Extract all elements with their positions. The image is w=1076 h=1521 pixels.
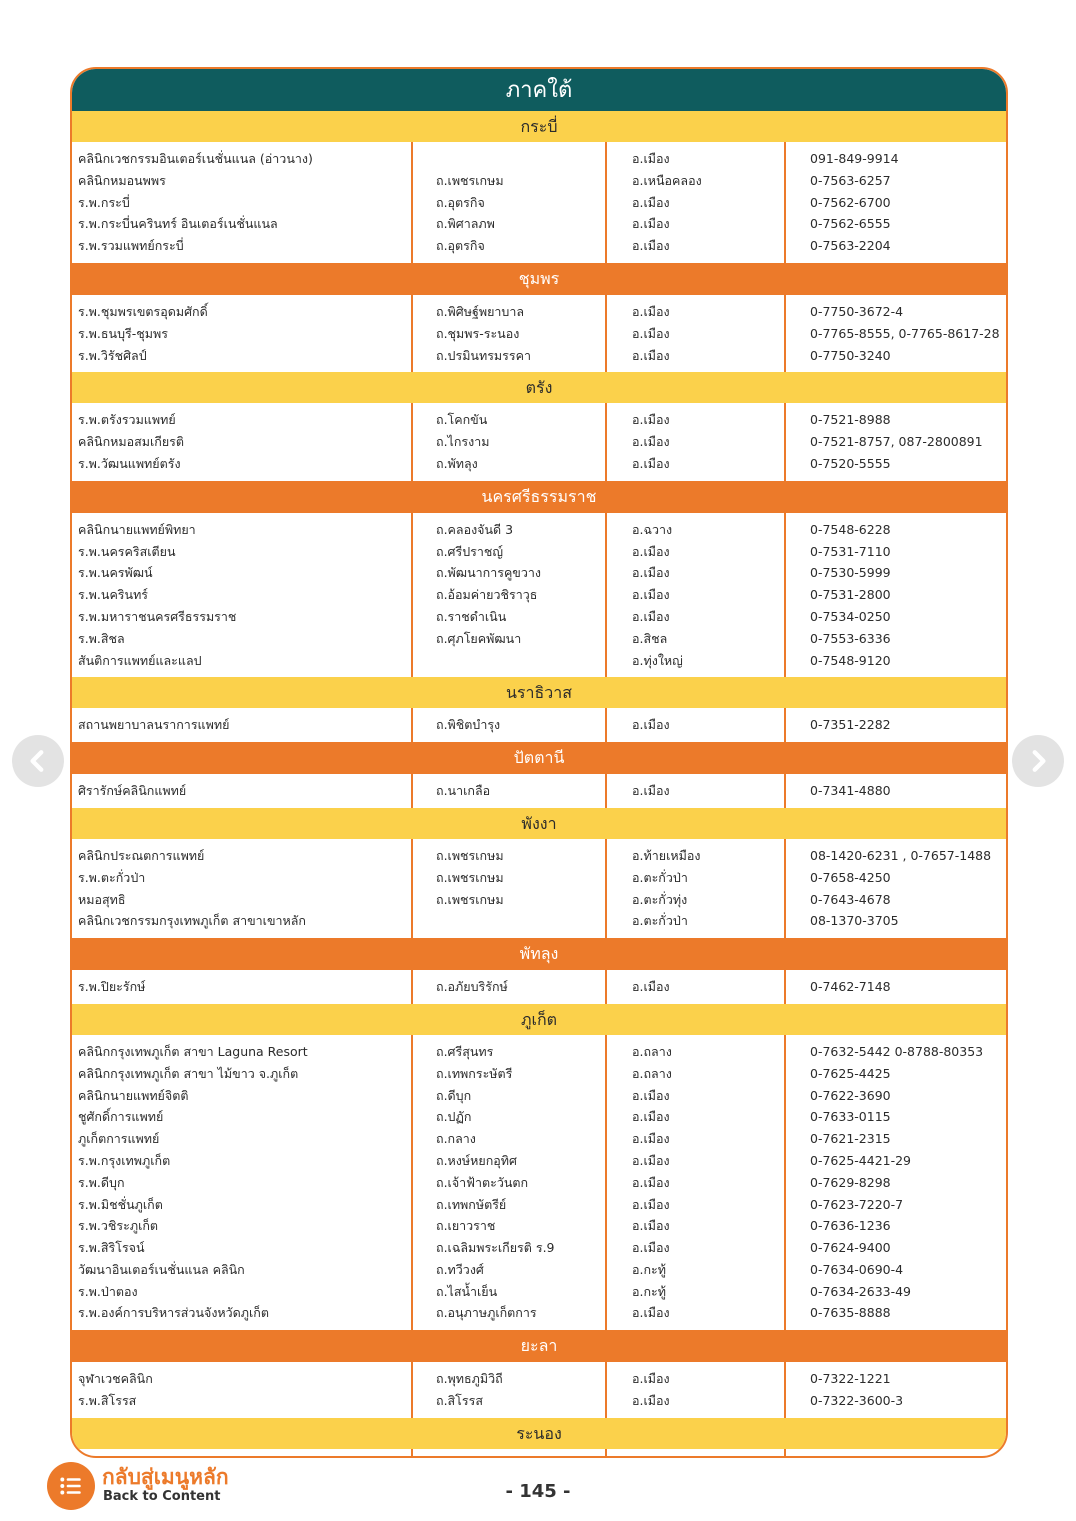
facility-name: ร.พ.กระบี่นครินทร์ อินเตอร์เนชั่นแนล	[78, 216, 278, 232]
facility-name: ภูเก็ตการแพทย์	[78, 1131, 160, 1147]
phone: 0-7531-2800	[810, 587, 891, 603]
table-row	[72, 1259, 1006, 1281]
table-row	[72, 562, 1006, 584]
district: อ.เหนือคลอง	[632, 172, 702, 188]
table-row	[72, 1150, 1006, 1172]
district: อ.เมือง	[632, 1218, 670, 1234]
table-row	[72, 1215, 1006, 1237]
district: อ.เมือง	[632, 1393, 670, 1409]
province-block	[72, 970, 1006, 1004]
chevron-left-icon	[25, 748, 51, 774]
table-row	[72, 606, 1006, 628]
facility-name: ชูศักดิ์การแพทย์	[78, 1109, 164, 1125]
table-row	[72, 213, 1006, 235]
facility-name: ร.พ.นครินทร์	[78, 587, 149, 603]
province-header: พัทลุง	[72, 938, 1006, 970]
district: อ.ตะกั่วป่า	[632, 869, 688, 885]
facility-name: ร.พ.ธนบุรี-ชุมพร	[78, 325, 168, 341]
facility-name	[78, 1455, 168, 1458]
province-block	[72, 839, 1006, 938]
phone: 0-7622-3690	[810, 1087, 891, 1103]
street: ถ.ไสน้ำเย็น	[436, 1283, 498, 1299]
district: อ.เมือง	[632, 151, 670, 166]
table-row	[72, 1194, 1006, 1216]
phone: 0-7562-6555	[810, 216, 891, 232]
district: อ.เมือง	[632, 216, 670, 232]
province-header: ชุมพร	[72, 263, 1006, 295]
table-row	[72, 431, 1006, 453]
district: อ.เมือง	[632, 1087, 670, 1103]
table-row	[72, 519, 1006, 541]
directory-frame	[70, 67, 1008, 1458]
district: อ.เมือง	[632, 194, 670, 210]
table-row	[72, 1172, 1006, 1194]
table-row	[72, 1302, 1006, 1324]
table-row	[72, 409, 1006, 431]
column-divider	[411, 1449, 413, 1458]
facility-name: ร.พ.สิริโรจน์	[78, 1240, 145, 1256]
table-row	[72, 889, 1006, 911]
facility-name: ร.พ.รวมแพทย์กระบี่	[78, 238, 184, 254]
facility-name: หมอสุทธิ	[78, 891, 126, 907]
district: อ.เมือง	[632, 1152, 670, 1168]
street: ถ.ศรีปราชญ์	[436, 543, 503, 559]
province-header: กระบี่	[72, 111, 1006, 142]
table-row	[72, 1106, 1006, 1128]
phone: 0-7548-9120	[810, 652, 891, 668]
facility-name: ร.พ.สิโรรส	[78, 1393, 137, 1409]
district: อ.เมือง	[632, 608, 670, 624]
facility-name: ร.พ.องค์การบริหารส่วนจังหวัดภูเก็ต	[78, 1305, 269, 1321]
back-to-menu-label[interactable]: กลับสู่เมนูหลัก	[102, 1465, 229, 1489]
facility-name: คลินิกประณตการแพทย์	[78, 847, 205, 863]
phone: 0-7625-4421-29	[810, 1152, 912, 1168]
phone: 0-7530-5999	[810, 565, 891, 581]
facility-name: ร.พ.วิรัชศิลป์	[78, 347, 147, 363]
street: ถ.อุตรกิจ	[436, 238, 485, 254]
table-row	[72, 1085, 1006, 1107]
facility-name: ร.พ.นครคริสเตียน	[78, 543, 176, 559]
district: อ.เมือง	[632, 783, 670, 799]
street: ถ.พิศิษฐ์พยาบาล	[436, 303, 525, 319]
table-row	[72, 867, 1006, 889]
district: อ.ตะกั่วป่า	[632, 913, 688, 929]
province-header: ยะลา	[72, 1330, 1006, 1362]
district: อ.ถลาง	[632, 1065, 672, 1081]
phone: 08-1370-3705	[810, 913, 899, 929]
province-block	[72, 142, 1006, 263]
street: ถ.ชุมพร-ระนอง	[436, 325, 520, 341]
street: ถ.พิศาลภพ	[436, 216, 495, 232]
province-block	[72, 1449, 1006, 1458]
table-row	[72, 1063, 1006, 1085]
facility-name: ร.พ.นครพัฒน์	[78, 565, 153, 581]
street: ถ.หงษ์หยกอุทิศ	[436, 1152, 517, 1168]
facility-name: ร.พ.วชิระภูเก็ต	[78, 1218, 159, 1234]
district: อ.เมือง	[632, 1371, 670, 1387]
facility-name: คลินิกกรุงเทพภูเก็ต สาขา Laguna Resort	[78, 1043, 308, 1059]
next-page-button[interactable]	[1012, 735, 1064, 787]
phone: 0-7521-8988	[810, 412, 891, 428]
facility-name: ร.พ.มิชชั่นภูเก็ต	[78, 1196, 163, 1212]
street: ถ.ไกรงาม	[436, 434, 490, 450]
district: อ.กะทู้	[632, 1283, 667, 1299]
table-row	[72, 1390, 1006, 1412]
facility-name: ร.พ.ตะกั่วป่า	[78, 869, 146, 885]
facility-name: ศิรารักษ์คลินิกแพทย์	[78, 783, 187, 799]
phone: 0-7633-0115	[810, 1109, 891, 1125]
phone: 0-7765-8555, 0-7765-8617-28	[810, 325, 1000, 341]
phone: 0-7534-0250	[810, 608, 891, 624]
table-row	[72, 650, 1006, 672]
facility-name: คลินิกเวชกรรมกรุงเทพภูเก็ต สาขาเขาหลัก	[78, 913, 306, 929]
facility-name: ร.พ.สิชล	[78, 630, 125, 646]
table-row	[72, 170, 1006, 192]
phone: 0-7750-3240	[810, 347, 891, 363]
phone: 0-7351-2282	[810, 717, 891, 733]
table-row	[72, 1237, 1006, 1259]
table-row	[72, 628, 1006, 650]
phone: 0-7629-8298	[810, 1174, 891, 1190]
facility-name: ร.พ.วัฒนแพทย์ตรัง	[78, 455, 181, 471]
phone: 0-7548-6228	[810, 521, 891, 537]
table-row	[72, 192, 1006, 214]
facility-name: ร.พ.กระบี่	[78, 194, 130, 210]
facility-name: สถานพยาบาลนราการแพทย์	[78, 717, 230, 733]
district: อ.เมือง	[632, 717, 670, 733]
chevron-right-icon	[1025, 748, 1051, 774]
phone: 0-7562-6700	[810, 194, 891, 210]
street: ถ.พัฒนาการคูขวาง	[436, 565, 541, 581]
street: ถ.อภัยบริรักษ์	[436, 979, 508, 995]
street: ถ.อนุภาษภูเก็ตการ	[436, 1305, 537, 1321]
table-row	[72, 301, 1006, 323]
region-title: ภาคใต้	[72, 69, 1006, 111]
phone: 0-7624-9400	[810, 1240, 891, 1256]
street: ถ.ปรมินทรมรรคา	[436, 347, 531, 363]
district: อ.ถลาง	[632, 1043, 672, 1059]
facility-name: ร.พ.มหาราชนครศรีธรรมราช	[78, 608, 237, 624]
district: อ.ทุ่งใหญ่	[632, 652, 683, 668]
table-row	[72, 345, 1006, 367]
province-header: ระนอง	[72, 1418, 1006, 1449]
facility-name: คลินิกกรุงเทพภูเก็ต สาขา ไม้ขาว จ.ภูเก็ต	[78, 1065, 299, 1081]
street: ถ.พัทลุง	[436, 455, 478, 471]
phone: 0-7322-1221	[810, 1371, 891, 1387]
street: ถ.ทวีวงศ์	[436, 1261, 484, 1277]
district: อ.สิชล	[632, 630, 668, 646]
facility-name: คลินิกนายแพทย์พิทยา	[78, 521, 196, 537]
table-row	[72, 780, 1006, 802]
district: อ.เมือง	[632, 979, 670, 995]
province-header: ภูเก็ต	[72, 1004, 1006, 1035]
table-row	[72, 453, 1006, 475]
previous-page-button[interactable]	[12, 735, 64, 787]
phone: 0-7553-6336	[810, 630, 891, 646]
phone: 0-7621-2315	[810, 1131, 891, 1147]
district: อ.เมือง	[632, 412, 670, 428]
street: ถ.พุทธภูมิวิถี	[436, 1371, 503, 1387]
phone: 0-7658-4250	[810, 869, 891, 885]
district: อ.เมือง	[632, 455, 670, 471]
phone: 0-7634-0690-4	[810, 1261, 904, 1277]
back-to-menu-button[interactable]	[47, 1462, 95, 1510]
province-block	[72, 295, 1006, 372]
phone: 0-7341-4880	[810, 783, 891, 799]
facility-name: คลินิกเวชกรรมอินเตอร์เนชั่นแนล (อ่าวนาง)	[78, 151, 313, 166]
facility-name: คลินิกนายแพทย์จิตติ	[78, 1087, 189, 1103]
phone: 0-7462-7148	[810, 979, 891, 995]
phone: 0-7563-2204	[810, 238, 891, 254]
street: ถ.สิโรรส	[436, 1393, 483, 1409]
province-header: นราธิวาส	[72, 677, 1006, 708]
phone: 0-7322-3600-3	[810, 1393, 904, 1409]
phone: 0-7632-5442 0-8788-80353	[810, 1043, 984, 1059]
district: อ.เมือง	[632, 565, 670, 581]
district: อ.เมือง	[632, 587, 670, 603]
table-row	[72, 323, 1006, 345]
district	[632, 1455, 670, 1458]
district: อ.เมือง	[632, 434, 670, 450]
facility-name: ร.พ.กรุงเทพภูเก็ต	[78, 1152, 171, 1168]
district: อ.ฉวาง	[632, 521, 673, 537]
street: ถ.ราชดำเนิน	[436, 608, 507, 624]
street: ถ.คลองจันดี 3	[436, 521, 514, 537]
phone: 0-7635-8888	[810, 1305, 891, 1321]
district: อ.เมือง	[632, 325, 670, 341]
phone: 0-7643-4678	[810, 891, 891, 907]
street: ถ.เทพกระษัตรี	[436, 1065, 513, 1081]
facility-name: สันติการแพทย์และแลป	[78, 652, 202, 668]
province-block	[72, 708, 1006, 742]
district: อ.เมือง	[632, 238, 670, 254]
list-icon	[58, 1473, 84, 1499]
street: ถ.เจ้าฟ้าตะวันตก	[436, 1174, 529, 1190]
facility-name: ร.พ.ป่าตอง	[78, 1283, 138, 1299]
phone: 091-849-9914	[810, 151, 899, 166]
table-row	[72, 1128, 1006, 1150]
street: ถ.พิชิตบำรุง	[436, 717, 501, 733]
district: อ.ท้ายเหมือง	[632, 847, 701, 863]
street: ถ.เพชรเกษม	[436, 891, 504, 907]
province-block	[72, 1362, 1006, 1418]
district: อ.เมือง	[632, 1174, 670, 1190]
street: ถ.เพชรเกษม	[436, 847, 504, 863]
table-row	[72, 584, 1006, 606]
street: ถ.เพชรเกษม	[436, 869, 504, 885]
district: อ.เมือง	[632, 347, 670, 363]
phone: 0-7623-7220-7	[810, 1196, 904, 1212]
phone: 0-7625-4425	[810, 1065, 891, 1081]
column-divider	[784, 1449, 786, 1458]
district: อ.ตะกั่วทุ่ง	[632, 891, 688, 907]
table-row	[72, 976, 1006, 998]
table-row	[72, 541, 1006, 563]
street: ถ.ศุภโยคพัฒนา	[436, 630, 522, 646]
page-number: - 145 -	[505, 1481, 571, 1502]
phone: 0-7636-1236	[810, 1218, 891, 1234]
phone: 0-7634-2633-49	[810, 1283, 912, 1299]
facility-name: ร.พ.ตรังรวมแพทย์	[78, 412, 176, 428]
facility-name: วัฒนาอินเตอร์เนชั่นแนล คลินิก	[78, 1261, 245, 1277]
street: ถ.ปฏัก	[436, 1109, 472, 1125]
district: อ.เมือง	[632, 543, 670, 559]
district: อ.เมือง	[632, 1196, 670, 1212]
district: อ.เมือง	[632, 303, 670, 319]
phone: 0-7531-7110	[810, 543, 891, 559]
street: ถ.อ้อมค่ายวชิราวุธ	[436, 587, 538, 603]
district: อ.เมือง	[632, 1240, 670, 1256]
street: ถ.โคกขัน	[436, 412, 488, 428]
table-row	[72, 1368, 1006, 1390]
street: ถ.ศรีสุนทร	[436, 1043, 494, 1059]
column-divider	[605, 1449, 607, 1458]
table-row	[72, 845, 1006, 867]
street	[436, 1455, 506, 1458]
facility-name: ร.พ.ปิยะรักษ์	[78, 979, 146, 995]
phone	[810, 1455, 891, 1458]
province-header: พังงา	[72, 808, 1006, 839]
phone: 08-1420-6231 , 0-7657-1488	[810, 847, 992, 863]
province-block	[72, 1035, 1006, 1330]
street: ถ.อุตรกิจ	[436, 194, 485, 210]
district: อ.เมือง	[632, 1109, 670, 1125]
phone: 0-7520-5555	[810, 455, 891, 471]
street: ถ.เทพกษัตรีย์	[436, 1196, 507, 1212]
province-header: ปัตตานี	[72, 742, 1006, 774]
district: อ.กะทู้	[632, 1261, 667, 1277]
province-header: ตรัง	[72, 372, 1006, 403]
province-block	[72, 774, 1006, 808]
street: ถ.เพชรเกษม	[436, 172, 504, 188]
phone: 0-7563-6257	[810, 172, 891, 188]
table-row	[72, 1041, 1006, 1063]
district: อ.เมือง	[632, 1305, 670, 1321]
facility-name: ร.พ.ดีบุก	[78, 1174, 125, 1190]
province-header: นครศรีธรรมราช	[72, 481, 1006, 513]
table-row	[72, 714, 1006, 736]
table-row	[72, 235, 1006, 257]
street: ถ.เยาวราช	[436, 1218, 496, 1234]
directory-table	[72, 111, 1006, 1458]
facility-name: คลินิกหมอสมเกียรติ	[78, 434, 184, 450]
district: อ.เมือง	[632, 1131, 670, 1147]
table-row	[72, 148, 1006, 170]
table-row	[72, 1455, 1006, 1458]
back-to-content-label[interactable]: Back to Content	[103, 1489, 221, 1504]
phone: 0-7521-8757, 087-2800891	[810, 434, 983, 450]
province-block	[72, 513, 1006, 678]
street: ถ.กลาง	[436, 1131, 476, 1147]
facility-name: คลินิกหมอนพพร	[78, 172, 166, 188]
phone: 0-7750-3672-4	[810, 303, 904, 319]
province-block	[72, 403, 1006, 480]
street: ถ.เฉลิมพระเกียรติ ร.9	[436, 1240, 555, 1256]
facility-name: ร.พ.ชุมพรเขตรอุดมศักดิ์	[78, 303, 208, 319]
street: ถ.ดีบุก	[436, 1087, 472, 1103]
table-row	[72, 910, 1006, 932]
street: ถ.นาเกลือ	[436, 783, 491, 799]
facility-name: จุฬาเวชคลินิก	[78, 1371, 153, 1387]
table-row	[72, 1281, 1006, 1303]
